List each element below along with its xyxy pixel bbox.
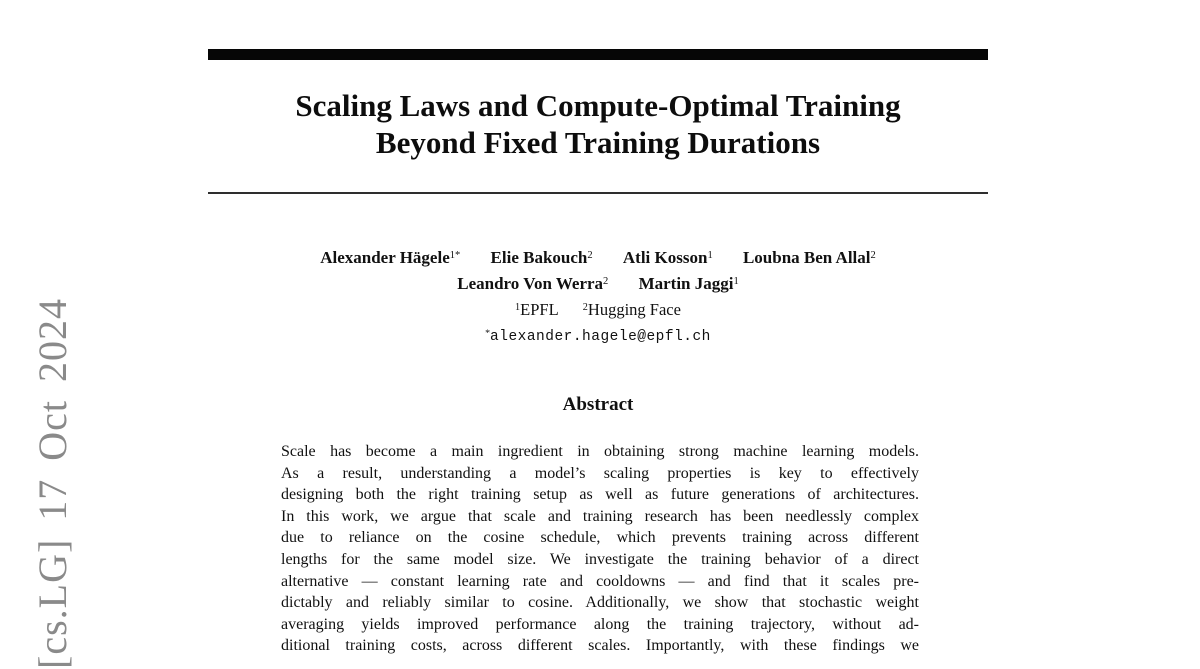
- arxiv-watermark: [cs.LG] 17 Oct 2024: [30, 297, 75, 669]
- affiliation: [515, 300, 559, 319]
- author-name: Leandro Von Werra: [457, 274, 604, 293]
- affiliation-mark: 2: [582, 302, 588, 314]
- author: [320, 248, 460, 267]
- affiliation-mark: 1: [515, 302, 521, 314]
- author-name: Martin Jaggi: [638, 274, 734, 293]
- abstract-line: designing both the right training setup as well as future generations of architectures.: [281, 486, 919, 504]
- affiliation-name: Hugging Face: [587, 300, 681, 319]
- authors-row-2: [208, 272, 988, 298]
- abstract-line: As a result, understanding a model’s scaling properties is key to effectively: [281, 464, 919, 482]
- author: [639, 274, 739, 293]
- author-name: Loubna Ben Allal: [742, 248, 871, 267]
- title-bottom-rule: [208, 192, 988, 194]
- author-affil-mark: 1: [733, 276, 739, 288]
- affiliations-row: [208, 298, 988, 324]
- abstract-line: In this work, we argue that scale and training research has been needlessly complex: [281, 507, 919, 525]
- author-affil-mark: 2: [870, 250, 876, 262]
- email-mark: *: [485, 327, 491, 339]
- author-affil-mark: 2: [603, 276, 609, 288]
- abstract-line: dictably and reliably similar to cosine. Additionally, we show that stochastic weight: [281, 594, 919, 612]
- authors-row-1: [208, 246, 988, 272]
- author-name: Alexander Hägele: [320, 248, 450, 267]
- abstract-text: [281, 441, 919, 657]
- author: [743, 248, 876, 267]
- author: [491, 248, 593, 267]
- author-affil-mark: 1*: [449, 250, 461, 262]
- affiliation: [583, 300, 681, 319]
- abstract-line: lengths for the same model size. We investigate the training behavior of a direct: [281, 550, 919, 568]
- affiliation-name: EPFL: [520, 300, 559, 319]
- email-row: [208, 324, 988, 349]
- abstract-line: due to reliance on the cosine schedule, which prevents training across different: [281, 529, 919, 547]
- abstract-line: ditional training costs, across different scales. Importantly, with these findings we: [281, 637, 919, 655]
- author-affil-mark: 2: [587, 250, 593, 262]
- abstract-heading: Abstract: [562, 394, 634, 415]
- abstract-line: averaging yields improved performance along the training trajectory, without ad-: [281, 615, 919, 633]
- paper-title-line2: Beyond Fixed Training Durations: [375, 125, 821, 160]
- email-address: alexander.hagele@epfl.ch: [490, 329, 711, 345]
- title-top-rule: [208, 49, 988, 60]
- author: [623, 248, 713, 267]
- author-name: Atli Kosson: [622, 248, 708, 267]
- author: [457, 274, 608, 293]
- paper-title-line1: Scaling Laws and Compute-Optimal Training: [295, 88, 901, 123]
- paper-title: [208, 87, 988, 161]
- abstract-line: alternative — constant learning rate and cooldowns — and find that it scales pre-: [281, 572, 919, 590]
- author-name: Elie Bakouch: [490, 248, 588, 267]
- authors-block: [208, 246, 988, 349]
- abstract-line: Scale has become a main ingredient in obtaining strong machine learning models.: [281, 443, 919, 460]
- author-affil-mark: 1: [707, 250, 713, 262]
